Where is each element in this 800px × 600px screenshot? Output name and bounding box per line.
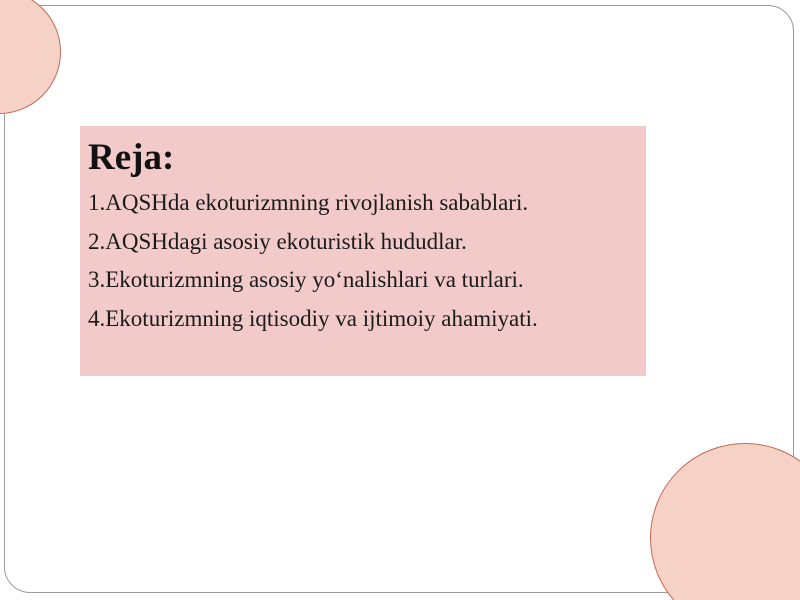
plan-item-2: 2.AQSHdagi asosiy ekoturistik hududlar. (88, 228, 467, 254)
plan-box (80, 126, 646, 376)
plan-item-3: 3.Ekoturizmning asosiy yo‘nalishlari va turlari. (88, 267, 524, 292)
plan-item-4: 4.Ekoturizmning iqtisodiy va ijtimoiy ahamiyati. (88, 305, 538, 331)
plan-item-1: 1.AQSHda ekoturizmning rivojlanish sabablari. (88, 190, 529, 215)
slide-title: Reja: (88, 137, 175, 178)
plan-list (88, 184, 646, 338)
